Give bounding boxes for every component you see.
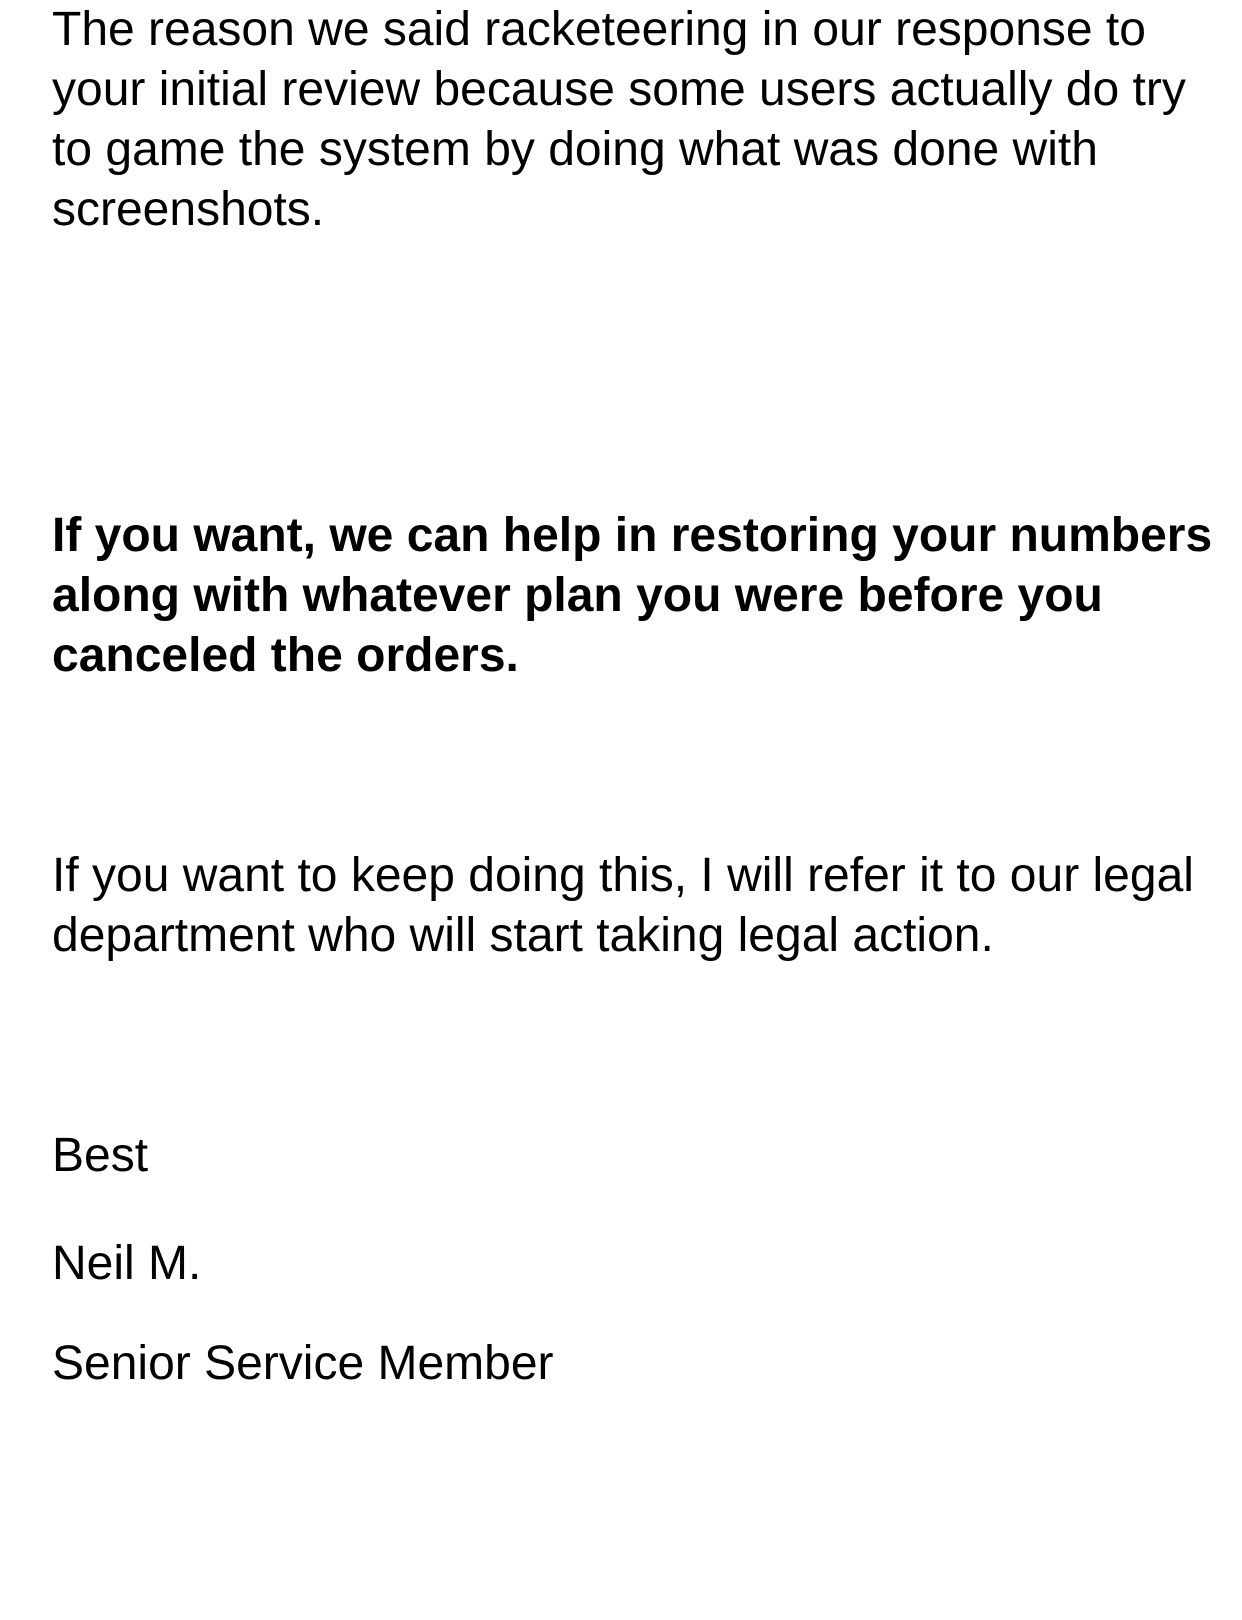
- paragraph-legal-warning: If you want to keep doing this, I will refer it to our legal department who will start taking legal action.: [52, 849, 1194, 962]
- signoff: Best: [52, 1129, 149, 1182]
- signer-title: Senior Service Member: [52, 1337, 554, 1390]
- paragraph-racketeering-explanation: The reason we said racketeering in our response to your initial review because some users actually do try to game the system by doing what was done with screenshots.: [52, 3, 1186, 236]
- signer-name: Neil M.: [52, 1237, 202, 1290]
- paragraph-restore-offer: If you want, we can help in restoring your numbers along with whatever plan you were before you canceled the orders.: [52, 509, 1213, 682]
